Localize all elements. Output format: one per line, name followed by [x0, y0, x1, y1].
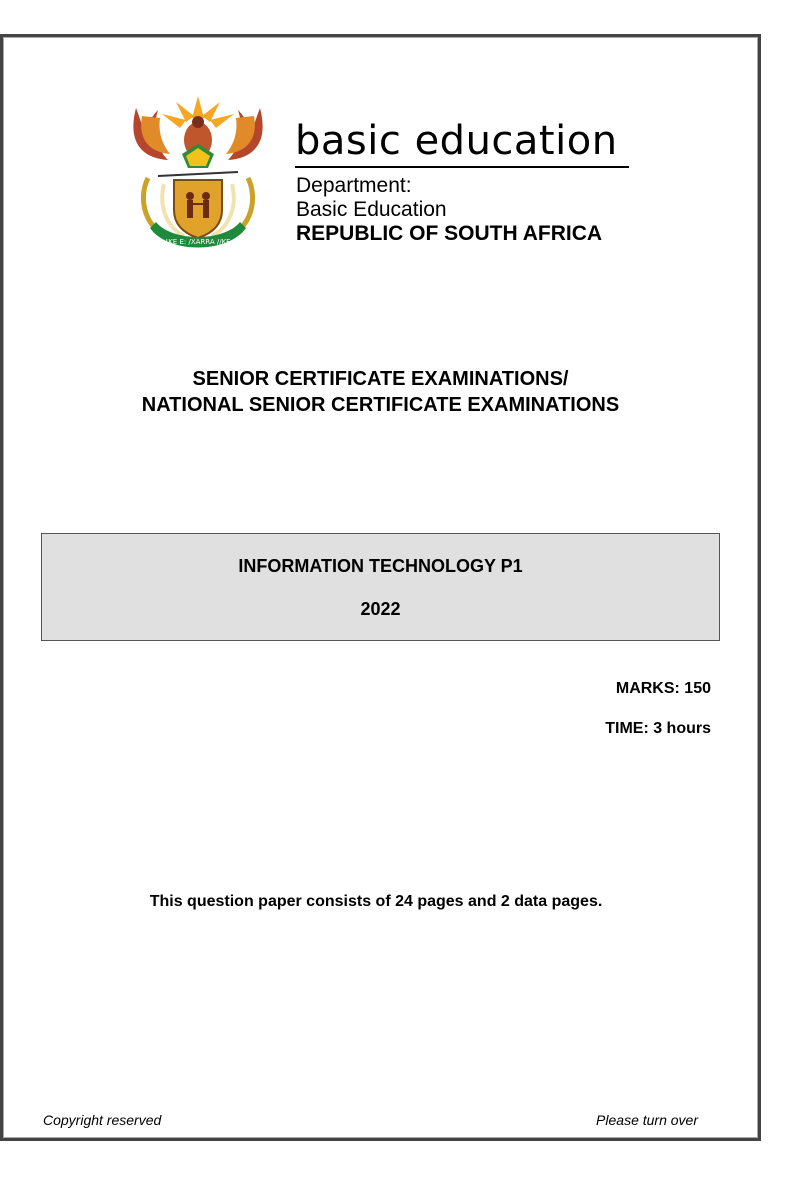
time-label: TIME: 3 hours: [605, 720, 711, 737]
subject-year: 2022: [360, 599, 401, 619]
pages-note: This question paper consists of 24 pages and 2 data pages.: [149, 893, 603, 910]
exam-title-line2: NATIONAL SENIOR CERTIFICATE EXAMINATIONS: [141, 394, 620, 416]
country-name: REPUBLIC OF SOUTH AFRICA: [296, 222, 603, 245]
subject-name: INFORMATION TECHNOLOGY P1: [238, 556, 523, 576]
footer-turn-over: Please turn over: [596, 1112, 698, 1128]
brand-rule: [295, 166, 629, 168]
marks-label: MARKS: 150: [615, 680, 711, 697]
logo-motto: !KE E: /XARRA //KE: [165, 238, 231, 246]
department-label: Department:: [296, 174, 412, 197]
coat-of-arms-logo: [128, 88, 268, 258]
subject-box: [41, 533, 720, 641]
exam-title-line1: SENIOR CERTIFICATE EXAMINATIONS/: [192, 368, 569, 390]
department-name: Basic Education: [296, 198, 447, 221]
brand-title: basic education: [295, 118, 618, 164]
footer-copyright: Copyright reserved: [43, 1112, 162, 1128]
